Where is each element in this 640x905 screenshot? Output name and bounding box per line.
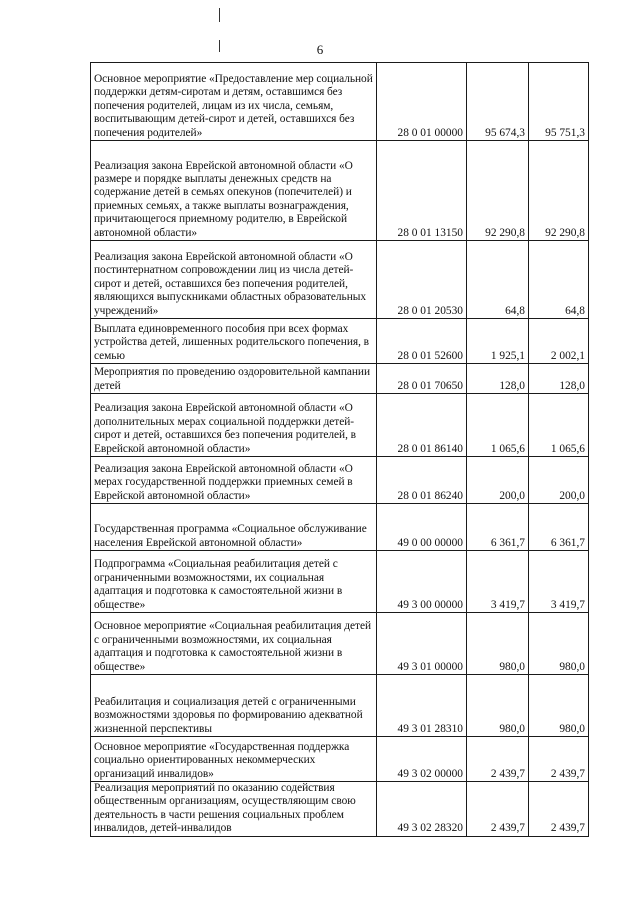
row-value-2-cell: 980,0 xyxy=(529,613,589,675)
row-code-cell: 49 3 01 00000 xyxy=(377,613,467,675)
row-name-cell: Подпрограмма «Социальная реабилитация детей с ограниченными возможностями, их социальная адаптация и подготовка к самостоятельной жизни в обществе» xyxy=(91,551,377,613)
budget-table xyxy=(90,62,589,837)
row-value-2-cell: 2 002,1 xyxy=(529,319,589,364)
row-value-2-cell: 6 361,7 xyxy=(529,504,589,551)
row-code-cell: 49 0 00 00000 xyxy=(377,504,467,551)
table-row xyxy=(91,613,589,675)
row-code-cell: 28 0 01 20530 xyxy=(377,241,467,319)
row-code-cell: 28 0 01 86140 xyxy=(377,394,467,457)
budget-table-body xyxy=(91,63,589,837)
row-value-2-cell: 95 751,3 xyxy=(529,63,589,141)
row-value-1-cell: 6 361,7 xyxy=(467,504,529,551)
row-code-cell: 28 0 01 70650 xyxy=(377,364,467,394)
row-code-cell: 28 0 01 86240 xyxy=(377,457,467,504)
table-row xyxy=(91,457,589,504)
table-row xyxy=(91,551,589,613)
table-row xyxy=(91,241,589,319)
table-row xyxy=(91,63,589,141)
row-value-1-cell: 1 065,6 xyxy=(467,394,529,457)
row-value-1-cell: 200,0 xyxy=(467,457,529,504)
row-value-2-cell: 1 065,6 xyxy=(529,394,589,457)
row-name-cell: Реализация закона Еврейской автономной области «О постинтернатном сопровождении лиц из числа детей-сирот и детей, оставшихся без попечения родителей, являющихся выпускниками областных образовательных учреждений» xyxy=(91,241,377,319)
row-value-1-cell: 980,0 xyxy=(467,613,529,675)
row-name-cell: Реализация мероприятий по оказанию содействия общественным организациям, осуществляющим свою деятельность в части решения социальных проблем инвалидов, детей-инвалидов xyxy=(91,782,377,837)
row-code-cell: 28 0 01 52600 xyxy=(377,319,467,364)
table-row xyxy=(91,504,589,551)
table-row xyxy=(91,737,589,782)
row-value-2-cell: 2 439,7 xyxy=(529,737,589,782)
row-value-1-cell: 2 439,7 xyxy=(467,737,529,782)
row-code-cell: 28 0 01 00000 xyxy=(377,63,467,141)
row-code-cell: 49 3 02 00000 xyxy=(377,737,467,782)
row-code-cell: 28 0 01 13150 xyxy=(377,141,467,241)
table-row xyxy=(91,319,589,364)
row-name-cell: Государственная программа «Социальное обслуживание населения Еврейской автономной области» xyxy=(91,504,377,551)
row-name-cell: Реабилитация и социализация детей с ограниченными возможностями здоровья по формированию адекватной жизненной перспективы xyxy=(91,675,377,737)
row-name-cell: Реализация закона Еврейской автономной области «О размере и порядке выплаты денежных средств на содержание детей в семьях опекунов (попечителей) и приемных семьях, а также выплаты вознаграждения, причитающегося приемному родителю, в Еврейской автономной области» xyxy=(91,141,377,241)
row-value-2-cell: 3 419,7 xyxy=(529,551,589,613)
row-value-2-cell: 980,0 xyxy=(529,675,589,737)
row-value-2-cell: 128,0 xyxy=(529,364,589,394)
row-value-2-cell: 92 290,8 xyxy=(529,141,589,241)
row-value-1-cell: 3 419,7 xyxy=(467,551,529,613)
table-row xyxy=(91,364,589,394)
row-value-1-cell: 95 674,3 xyxy=(467,63,529,141)
row-value-2-cell: 200,0 xyxy=(529,457,589,504)
row-value-1-cell: 2 439,7 xyxy=(467,782,529,837)
row-code-cell: 49 3 00 00000 xyxy=(377,551,467,613)
row-name-cell: Реализация закона Еврейской автономной области «О дополнительных мерах социальной поддержки детей-сирот и детей, оставшихся без попечения родителей, в Еврейской автономной области» xyxy=(91,394,377,457)
table-row xyxy=(91,141,589,241)
table-row xyxy=(91,782,589,837)
row-name-cell: Реализация закона Еврейской автономной области «О мерах государственной поддержки приемных семей в Еврейской автономной области» xyxy=(91,457,377,504)
row-value-1-cell: 92 290,8 xyxy=(467,141,529,241)
row-value-2-cell: 2 439,7 xyxy=(529,782,589,837)
page-number: 6 xyxy=(316,42,324,57)
row-code-cell: 49 3 02 28320 xyxy=(377,782,467,837)
row-name-cell: Мероприятия по проведению оздоровительной кампании детей xyxy=(91,364,377,394)
row-name-cell: Основное мероприятие «Государственная поддержка социально ориентированных некоммерческих организаций инвалидов» xyxy=(91,737,377,782)
table-row xyxy=(91,675,589,737)
row-name-cell: Основное мероприятие «Социальная реабилитация детей с ограниченными возможностями, их социальная адаптация и подготовка к самостоятельной жизни в обществе» xyxy=(91,613,377,675)
row-value-1-cell: 64,8 xyxy=(467,241,529,319)
scan-mark xyxy=(219,8,220,22)
row-value-2-cell: 64,8 xyxy=(529,241,589,319)
row-name-cell: Основное мероприятие «Предоставление мер социальной поддержки детям-сиротам и детям, оставшимся без попечения родителей, лицам из их числа, семьям, воспитывающим детей-сирот и детей, оставшихся без попечения родителей» xyxy=(91,63,377,141)
row-value-1-cell: 980,0 xyxy=(467,675,529,737)
row-value-1-cell: 1 925,1 xyxy=(467,319,529,364)
table-row xyxy=(91,394,589,457)
row-value-1-cell: 128,0 xyxy=(467,364,529,394)
row-code-cell: 49 3 01 28310 xyxy=(377,675,467,737)
row-name-cell: Выплата единовременного пособия при всех формах устройства детей, лишенных родительского попечения, в семью xyxy=(91,319,377,364)
